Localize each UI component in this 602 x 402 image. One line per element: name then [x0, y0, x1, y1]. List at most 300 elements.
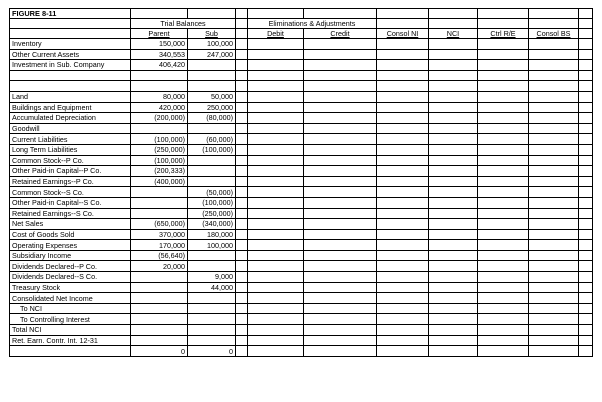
spacer-cell — [236, 187, 248, 198]
consol-bs-cell — [529, 144, 579, 155]
consol-ni-cell — [377, 261, 429, 272]
nci-cell — [429, 272, 478, 283]
nci-cell — [429, 134, 478, 145]
spacer-cell — [236, 314, 248, 325]
ctrl-re-cell — [478, 219, 529, 230]
ctrl-re-cell — [478, 261, 529, 272]
ctrl-re-cell — [478, 208, 529, 219]
sub-value — [188, 60, 236, 71]
spacer-cell — [236, 166, 248, 177]
sub-value — [188, 123, 236, 134]
spacer-cell — [579, 219, 593, 230]
debit-cell — [248, 102, 304, 113]
consol-bs-cell — [529, 134, 579, 145]
spacer-cell — [579, 39, 593, 50]
nci-cell — [429, 39, 478, 50]
sub-value — [188, 70, 236, 81]
consol-bs-column-header: Consol BS — [529, 29, 579, 39]
spacer-cell — [236, 325, 248, 336]
sub-value: 0 — [188, 346, 236, 357]
ctrl-re-cell — [478, 91, 529, 102]
nci-cell — [429, 229, 478, 240]
consol-ni-cell — [377, 134, 429, 145]
table-row — [10, 325, 593, 336]
nci-cell — [429, 102, 478, 113]
consol-ni-cell — [377, 250, 429, 261]
table-row — [10, 335, 593, 346]
row-label: Consolidated Net Income — [10, 293, 131, 304]
ctrl-re-cell — [478, 314, 529, 325]
parent-value: (200,333) — [131, 166, 188, 177]
consol-ni-cell — [377, 102, 429, 113]
consol-bs-cell — [529, 229, 579, 240]
consol-bs-cell — [529, 123, 579, 134]
ctrl-re-cell — [478, 176, 529, 187]
debit-cell — [248, 49, 304, 60]
row-label — [10, 81, 131, 92]
consol-ni-cell — [377, 303, 429, 314]
credit-cell — [304, 282, 377, 293]
nci-cell — [429, 282, 478, 293]
spacer-cell — [236, 335, 248, 346]
consol-bs-cell — [529, 272, 579, 283]
ctrl-re-cell — [478, 303, 529, 314]
ctrl-re-cell — [478, 166, 529, 177]
credit-cell — [304, 70, 377, 81]
credit-cell — [304, 123, 377, 134]
nci-cell — [429, 335, 478, 346]
spacer-cell — [579, 81, 593, 92]
parent-value: (250,000) — [131, 144, 188, 155]
eliminations-header: Eliminations & Adjustments — [248, 19, 377, 29]
row-label — [10, 346, 131, 357]
spacer-cell — [579, 335, 593, 346]
nci-cell — [429, 197, 478, 208]
nci-cell — [429, 325, 478, 336]
row-label: Common Stock--S Co. — [10, 187, 131, 198]
row-label: Total NCI — [10, 325, 131, 336]
consol-ni-cell — [377, 325, 429, 336]
consol-bs-cell — [529, 81, 579, 92]
spacer-cell — [236, 49, 248, 60]
debit-cell — [248, 187, 304, 198]
credit-cell — [304, 335, 377, 346]
ctrl-re-cell — [478, 123, 529, 134]
ctrl-re-cell — [478, 346, 529, 357]
table-row — [10, 123, 593, 134]
consol-bs-cell — [529, 208, 579, 219]
table-row — [10, 282, 593, 293]
debit-cell — [248, 293, 304, 304]
spacer-cell — [579, 229, 593, 240]
nci-cell — [429, 261, 478, 272]
credit-cell — [304, 272, 377, 283]
spacer-cell — [236, 219, 248, 230]
parent-value: 420,000 — [131, 102, 188, 113]
worksheet — [9, 8, 593, 357]
consol-bs-cell — [529, 155, 579, 166]
spacer-cell — [579, 250, 593, 261]
consol-ni-cell — [377, 39, 429, 50]
spacer-cell — [579, 346, 593, 357]
row-label: Goodwill — [10, 123, 131, 134]
row-label: Current Liabilities — [10, 134, 131, 145]
spacer-cell — [579, 134, 593, 145]
consol-ni-cell — [377, 144, 429, 155]
parent-value: 20,000 — [131, 261, 188, 272]
credit-cell — [304, 49, 377, 60]
spacer-cell — [579, 102, 593, 113]
sub-value — [188, 261, 236, 272]
spacer-cell — [579, 166, 593, 177]
table-row — [10, 272, 593, 283]
table-row — [10, 49, 593, 60]
debit-cell — [248, 346, 304, 357]
ctrl-re-cell — [478, 325, 529, 336]
row-label: Subsidiary Income — [10, 250, 131, 261]
nci-column-header: NCI — [429, 29, 478, 39]
spacer-cell — [579, 144, 593, 155]
debit-cell — [248, 166, 304, 177]
consol-bs-cell — [529, 325, 579, 336]
spacer-cell — [579, 240, 593, 251]
row-label: Other Paid-in Capital--P Co. — [10, 166, 131, 177]
consol-bs-cell — [529, 91, 579, 102]
ctrl-re-cell — [478, 250, 529, 261]
parent-value: (200,000) — [131, 113, 188, 124]
spacer-cell — [236, 197, 248, 208]
sub-value: (100,000) — [188, 144, 236, 155]
debit-column-header: Debit — [248, 29, 304, 39]
table-row — [10, 261, 593, 272]
spacer-cell — [236, 39, 248, 50]
debit-cell — [248, 219, 304, 230]
debit-cell — [248, 144, 304, 155]
sub-value: 50,000 — [188, 91, 236, 102]
table-row — [10, 144, 593, 155]
consol-ni-cell — [377, 314, 429, 325]
credit-cell — [304, 293, 377, 304]
consol-bs-cell — [529, 39, 579, 50]
spacer-cell — [236, 134, 248, 145]
column-header-row — [10, 29, 593, 39]
spacer-cell — [579, 293, 593, 304]
nci-cell — [429, 81, 478, 92]
debit-cell — [248, 282, 304, 293]
row-label: Cost of Goods Sold — [10, 229, 131, 240]
spacer-cell — [236, 346, 248, 357]
credit-cell — [304, 314, 377, 325]
ctrl-re-cell — [478, 81, 529, 92]
nci-cell — [429, 250, 478, 261]
consol-ni-cell — [377, 91, 429, 102]
consol-ni-cell — [377, 166, 429, 177]
spacer-cell — [579, 187, 593, 198]
spacer-cell — [579, 113, 593, 124]
sub-value — [188, 155, 236, 166]
spacer-cell — [579, 176, 593, 187]
row-label: Common Stock--P Co. — [10, 155, 131, 166]
table-row — [10, 70, 593, 81]
credit-cell — [304, 81, 377, 92]
sub-value: 100,000 — [188, 240, 236, 251]
parent-value: (400,000) — [131, 176, 188, 187]
nci-cell — [429, 187, 478, 198]
table-row — [10, 39, 593, 50]
parent-value — [131, 335, 188, 346]
table-row — [10, 166, 593, 177]
consol-ni-cell — [377, 229, 429, 240]
ctrl-re-cell — [478, 49, 529, 60]
consol-bs-cell — [529, 70, 579, 81]
credit-cell — [304, 60, 377, 71]
nci-cell — [429, 166, 478, 177]
sub-value: 9,000 — [188, 272, 236, 283]
consol-ni-cell — [377, 219, 429, 230]
table-row — [10, 176, 593, 187]
sub-value — [188, 250, 236, 261]
row-label: Retained Earnings--P Co. — [10, 176, 131, 187]
parent-column-header: Parent — [131, 29, 188, 39]
spacer-cell — [236, 282, 248, 293]
parent-value — [131, 197, 188, 208]
spacer-cell — [579, 70, 593, 81]
debit-cell — [248, 197, 304, 208]
spacer-cell — [579, 208, 593, 219]
sub-value: 44,000 — [188, 282, 236, 293]
consol-ni-cell — [377, 282, 429, 293]
credit-cell — [304, 240, 377, 251]
spacer-cell — [236, 81, 248, 92]
spacer-cell — [579, 60, 593, 71]
spacer-cell — [236, 155, 248, 166]
parent-value: 170,000 — [131, 240, 188, 251]
parent-value — [131, 123, 188, 134]
row-label: To Controlling Interest — [10, 314, 131, 325]
spacer-cell — [579, 261, 593, 272]
parent-value — [131, 282, 188, 293]
credit-cell — [304, 261, 377, 272]
consol-ni-cell — [377, 81, 429, 92]
spacer-cell — [236, 60, 248, 71]
credit-cell — [304, 102, 377, 113]
table-row — [10, 81, 593, 92]
sub-column-header: Sub — [188, 29, 236, 39]
sub-value: (80,000) — [188, 113, 236, 124]
credit-cell — [304, 113, 377, 124]
table-row — [10, 346, 593, 357]
consol-bs-cell — [529, 282, 579, 293]
row-label: To NCI — [10, 303, 131, 314]
parent-value: (650,000) — [131, 219, 188, 230]
table-row — [10, 250, 593, 261]
row-label: Retained Earnings--S Co. — [10, 208, 131, 219]
table-row — [10, 102, 593, 113]
debit-cell — [248, 70, 304, 81]
nci-cell — [429, 346, 478, 357]
credit-column-header: Credit — [304, 29, 377, 39]
credit-cell — [304, 208, 377, 219]
consol-bs-cell — [529, 49, 579, 60]
row-label: Dividends Declared--P Co. — [10, 261, 131, 272]
table-row — [10, 303, 593, 314]
debit-cell — [248, 303, 304, 314]
table-row — [10, 91, 593, 102]
table-row — [10, 219, 593, 230]
debit-cell — [248, 229, 304, 240]
consol-ni-cell — [377, 123, 429, 134]
table-row — [10, 197, 593, 208]
consol-bs-cell — [529, 197, 579, 208]
consol-bs-cell — [529, 60, 579, 71]
row-label: Dividends Declared--S Co. — [10, 272, 131, 283]
debit-cell — [248, 113, 304, 124]
row-label: Other Current Assets — [10, 49, 131, 60]
spacer-cell — [579, 123, 593, 134]
spacer-cell — [236, 113, 248, 124]
debit-cell — [248, 134, 304, 145]
ctrl-re-cell — [478, 39, 529, 50]
nci-cell — [429, 208, 478, 219]
consol-ni-cell — [377, 197, 429, 208]
ctrl-re-cell — [478, 335, 529, 346]
row-label: Accumulated Depreciation — [10, 113, 131, 124]
nci-cell — [429, 293, 478, 304]
debit-cell — [248, 123, 304, 134]
parent-value — [131, 70, 188, 81]
parent-value: 370,000 — [131, 229, 188, 240]
debit-cell — [248, 314, 304, 325]
table-row — [10, 240, 593, 251]
sub-value: (250,000) — [188, 208, 236, 219]
spacer-cell — [579, 155, 593, 166]
parent-value — [131, 314, 188, 325]
parent-value — [131, 325, 188, 336]
parent-value — [131, 187, 188, 198]
parent-value: 150,000 — [131, 39, 188, 50]
consol-bs-cell — [529, 335, 579, 346]
credit-cell — [304, 303, 377, 314]
credit-cell — [304, 187, 377, 198]
sub-value — [188, 314, 236, 325]
parent-value: (100,000) — [131, 134, 188, 145]
spacer-cell — [236, 123, 248, 134]
table-row — [10, 113, 593, 124]
parent-value: 340,553 — [131, 49, 188, 60]
row-label: Buildings and Equipment — [10, 102, 131, 113]
sub-value — [188, 325, 236, 336]
nci-cell — [429, 49, 478, 60]
spacer-cell — [236, 70, 248, 81]
spacer-cell — [236, 91, 248, 102]
consol-ni-cell — [377, 240, 429, 251]
sub-value: 247,000 — [188, 49, 236, 60]
credit-cell — [304, 346, 377, 357]
credit-cell — [304, 39, 377, 50]
table-row — [10, 314, 593, 325]
consol-bs-cell — [529, 303, 579, 314]
spacer-cell — [579, 314, 593, 325]
nci-cell — [429, 314, 478, 325]
consol-ni-cell — [377, 335, 429, 346]
sub-value: (340,000) — [188, 219, 236, 230]
row-label: Treasury Stock — [10, 282, 131, 293]
consol-bs-cell — [529, 219, 579, 230]
consol-ni-cell — [377, 49, 429, 60]
row-label: Land — [10, 91, 131, 102]
nci-cell — [429, 240, 478, 251]
credit-cell — [304, 155, 377, 166]
consol-ni-cell — [377, 60, 429, 71]
ctrl-re-cell — [478, 229, 529, 240]
ctrl-re-cell — [478, 272, 529, 283]
row-label — [10, 70, 131, 81]
sub-value: 180,000 — [188, 229, 236, 240]
sub-value: (50,000) — [188, 187, 236, 198]
debit-cell — [248, 176, 304, 187]
spacer-cell — [236, 144, 248, 155]
row-label: Other Paid-in Capital--S Co. — [10, 197, 131, 208]
parent-value — [131, 293, 188, 304]
ctrl-re-cell — [478, 187, 529, 198]
consol-bs-cell — [529, 176, 579, 187]
credit-cell — [304, 134, 377, 145]
consol-ni-cell — [377, 208, 429, 219]
title-row — [10, 9, 593, 19]
ctrl-re-column-header: Ctrl R/E — [478, 29, 529, 39]
spacer-cell — [236, 272, 248, 283]
spacer-cell — [236, 176, 248, 187]
row-label: Operating Expenses — [10, 240, 131, 251]
consol-bs-cell — [529, 113, 579, 124]
row-label: Long Term Liabilities — [10, 144, 131, 155]
ctrl-re-cell — [478, 60, 529, 71]
sub-value — [188, 176, 236, 187]
consol-ni-cell — [377, 70, 429, 81]
credit-cell — [304, 250, 377, 261]
sub-value: 250,000 — [188, 102, 236, 113]
spacer-cell — [236, 240, 248, 251]
consol-ni-cell — [377, 187, 429, 198]
debit-cell — [248, 335, 304, 346]
spacer-cell — [236, 208, 248, 219]
spacer-cell — [579, 197, 593, 208]
credit-cell — [304, 91, 377, 102]
table-row — [10, 293, 593, 304]
debit-cell — [248, 261, 304, 272]
consol-bs-cell — [529, 187, 579, 198]
consol-bs-cell — [529, 261, 579, 272]
ctrl-re-cell — [478, 155, 529, 166]
sub-value — [188, 303, 236, 314]
debit-cell — [248, 240, 304, 251]
parent-value: (100,000) — [131, 155, 188, 166]
nci-cell — [429, 60, 478, 71]
credit-cell — [304, 197, 377, 208]
row-label: Inventory — [10, 39, 131, 50]
consol-ni-cell — [377, 155, 429, 166]
table-row — [10, 208, 593, 219]
parent-value: 80,000 — [131, 91, 188, 102]
ctrl-re-cell — [478, 113, 529, 124]
parent-value — [131, 208, 188, 219]
credit-cell — [304, 166, 377, 177]
debit-cell — [248, 81, 304, 92]
spacer-cell — [579, 272, 593, 283]
table-row — [10, 134, 593, 145]
consol-ni-cell — [377, 176, 429, 187]
sub-value: 100,000 — [188, 39, 236, 50]
